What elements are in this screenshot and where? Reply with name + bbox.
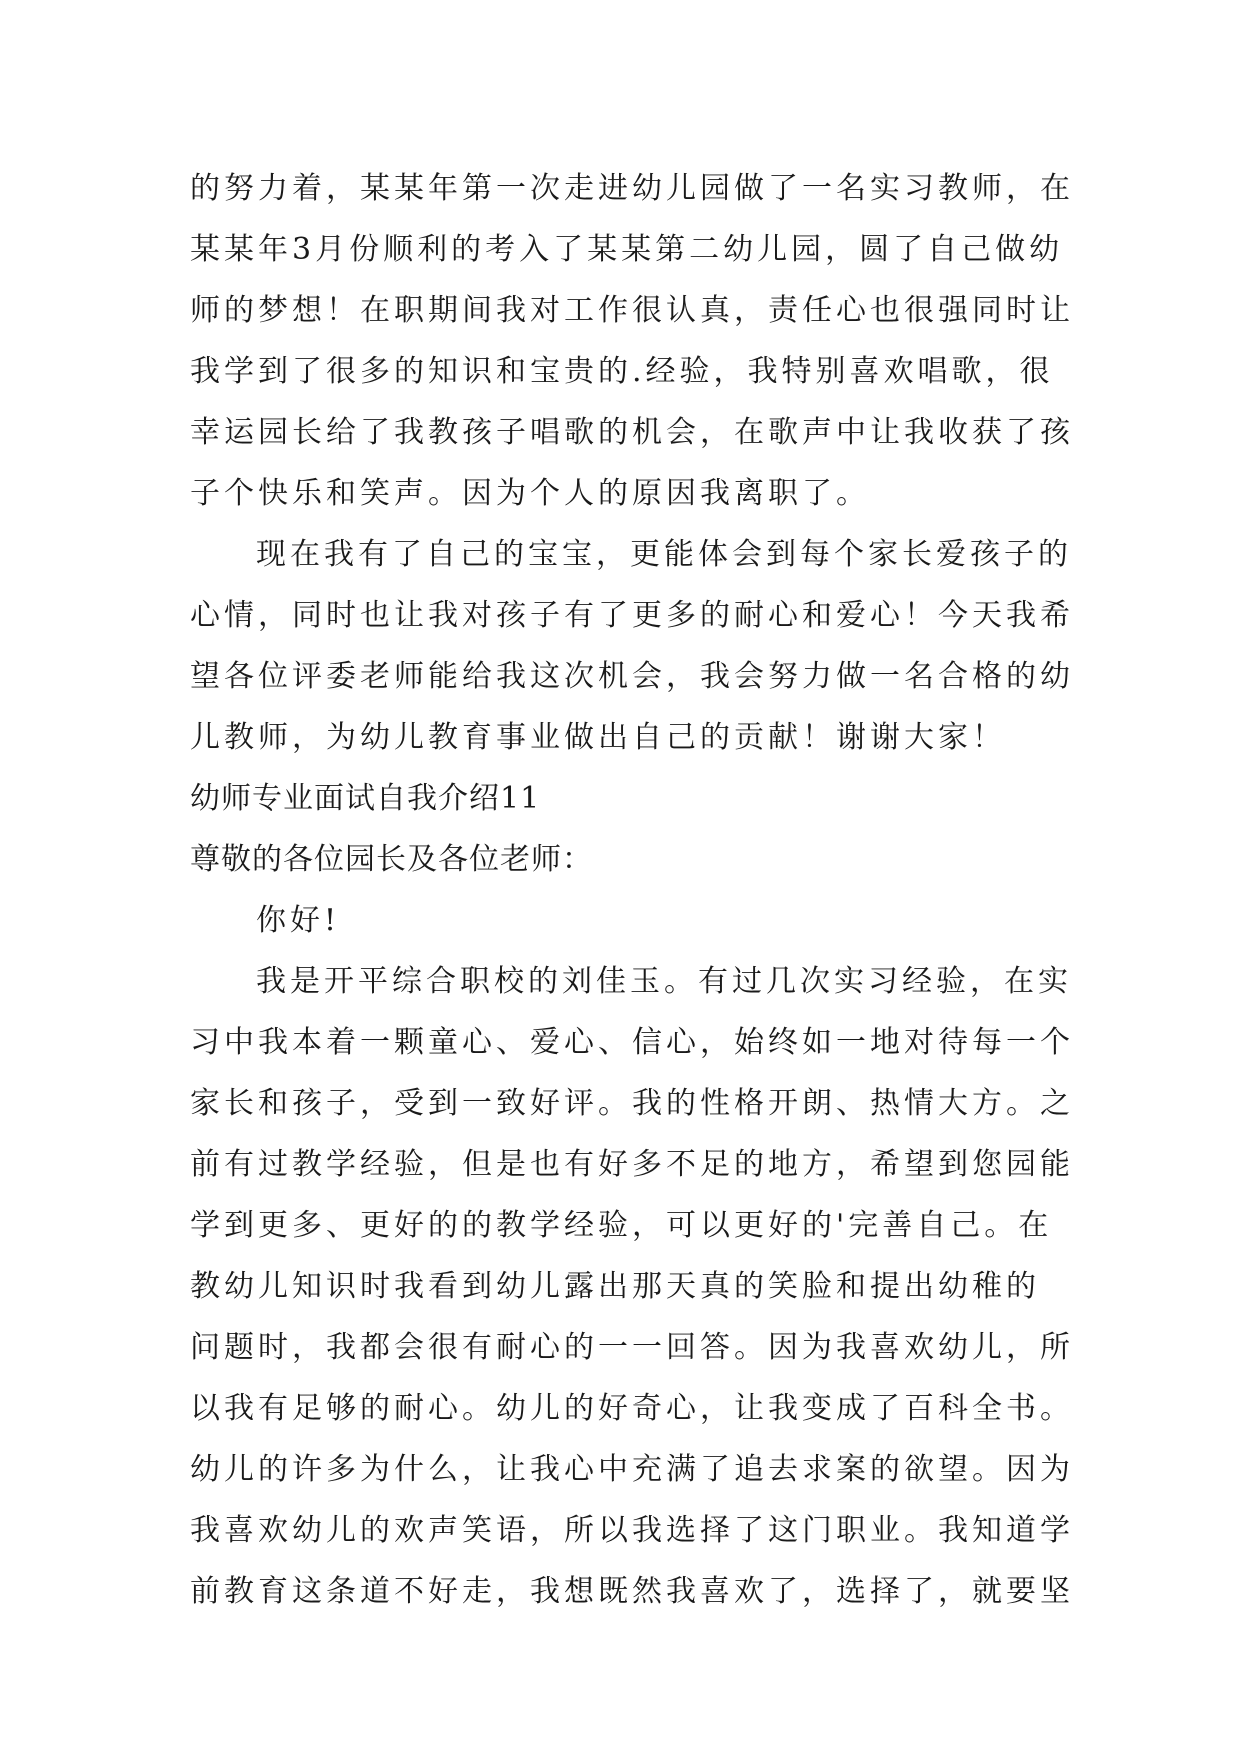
text-line: 望各位评委老师能给我这次机会，我会努力做一名合格的幼 — [190, 659, 1074, 694]
text-line: 我学到了很多的知识和宝贵的.经验，我特别喜欢唱歌，很 — [190, 354, 1054, 389]
greeting: 你好! — [256, 903, 341, 938]
text-line: 以我有足够的耐心。幼儿的好奇心，让我变成了百科全书。 — [190, 1391, 1074, 1426]
paragraph-start-line: 我是开平综合职校的刘佳玉。有过几次实习经验，在实 — [256, 964, 1072, 999]
text-line: 幸运园长给了我教孩子唱歌的机会，在歌声中让我收获了孩 — [190, 415, 1074, 450]
document-body — [190, 158, 1074, 1622]
text-line: 心情，同时也让我对孩子有了更多的耐心和爱心！今天我希 — [190, 598, 1074, 633]
text-line: 儿教师，为幼儿教育事业做出自己的贡献！谢谢大家！ — [190, 720, 1006, 755]
text-line: 某某年3月份顺利的考入了某某第二幼儿园，圆了自己做幼 — [190, 232, 1064, 267]
text-line: 学到更多、更好的的教学经验，可以更好的'完善自己。在 — [190, 1208, 1053, 1243]
text-line: 问题时，我都会很有耐心的一一回答。因为我喜欢幼儿，所 — [190, 1330, 1074, 1365]
text-line: 习中我本着一颗童心、爱心、信心，始终如一地对待每一个 — [190, 1025, 1074, 1060]
section-title: 幼师专业面试自我介绍11 — [190, 781, 541, 816]
text-line: 子个快乐和笑声。因为个人的原因我离职了。 — [190, 476, 870, 511]
text-line: 的努力着，某某年第一次走进幼儿园做了一名实习教师，在 — [190, 171, 1074, 206]
salutation: 尊敬的各位园长及各位老师： — [190, 842, 593, 877]
text-line: 家长和孩子，受到一致好评。我的性格开朗、热情大方。之 — [190, 1086, 1074, 1121]
text-line: 前有过教学经验，但是也有好多不足的地方，希望到您园能 — [190, 1147, 1074, 1182]
paragraph-start-line: 现在我有了自己的宝宝，更能体会到每个家长爱孩子的 — [256, 537, 1072, 572]
text-line: 前教育这条道不好走，我想既然我喜欢了，选择了，就要坚 — [190, 1574, 1074, 1609]
text-line: 我喜欢幼儿的欢声笑语，所以我选择了这门职业。我知道学 — [190, 1513, 1074, 1548]
text-line: 师的梦想！在职期间我对工作很认真，责任心也很强同时让 — [190, 293, 1074, 328]
text-line: 幼儿的许多为什么，让我心中充满了追去求案的欲望。因为 — [190, 1452, 1074, 1487]
text-line: 教幼儿知识时我看到幼儿露出那天真的笑脸和提出幼稚的 — [190, 1269, 1040, 1304]
